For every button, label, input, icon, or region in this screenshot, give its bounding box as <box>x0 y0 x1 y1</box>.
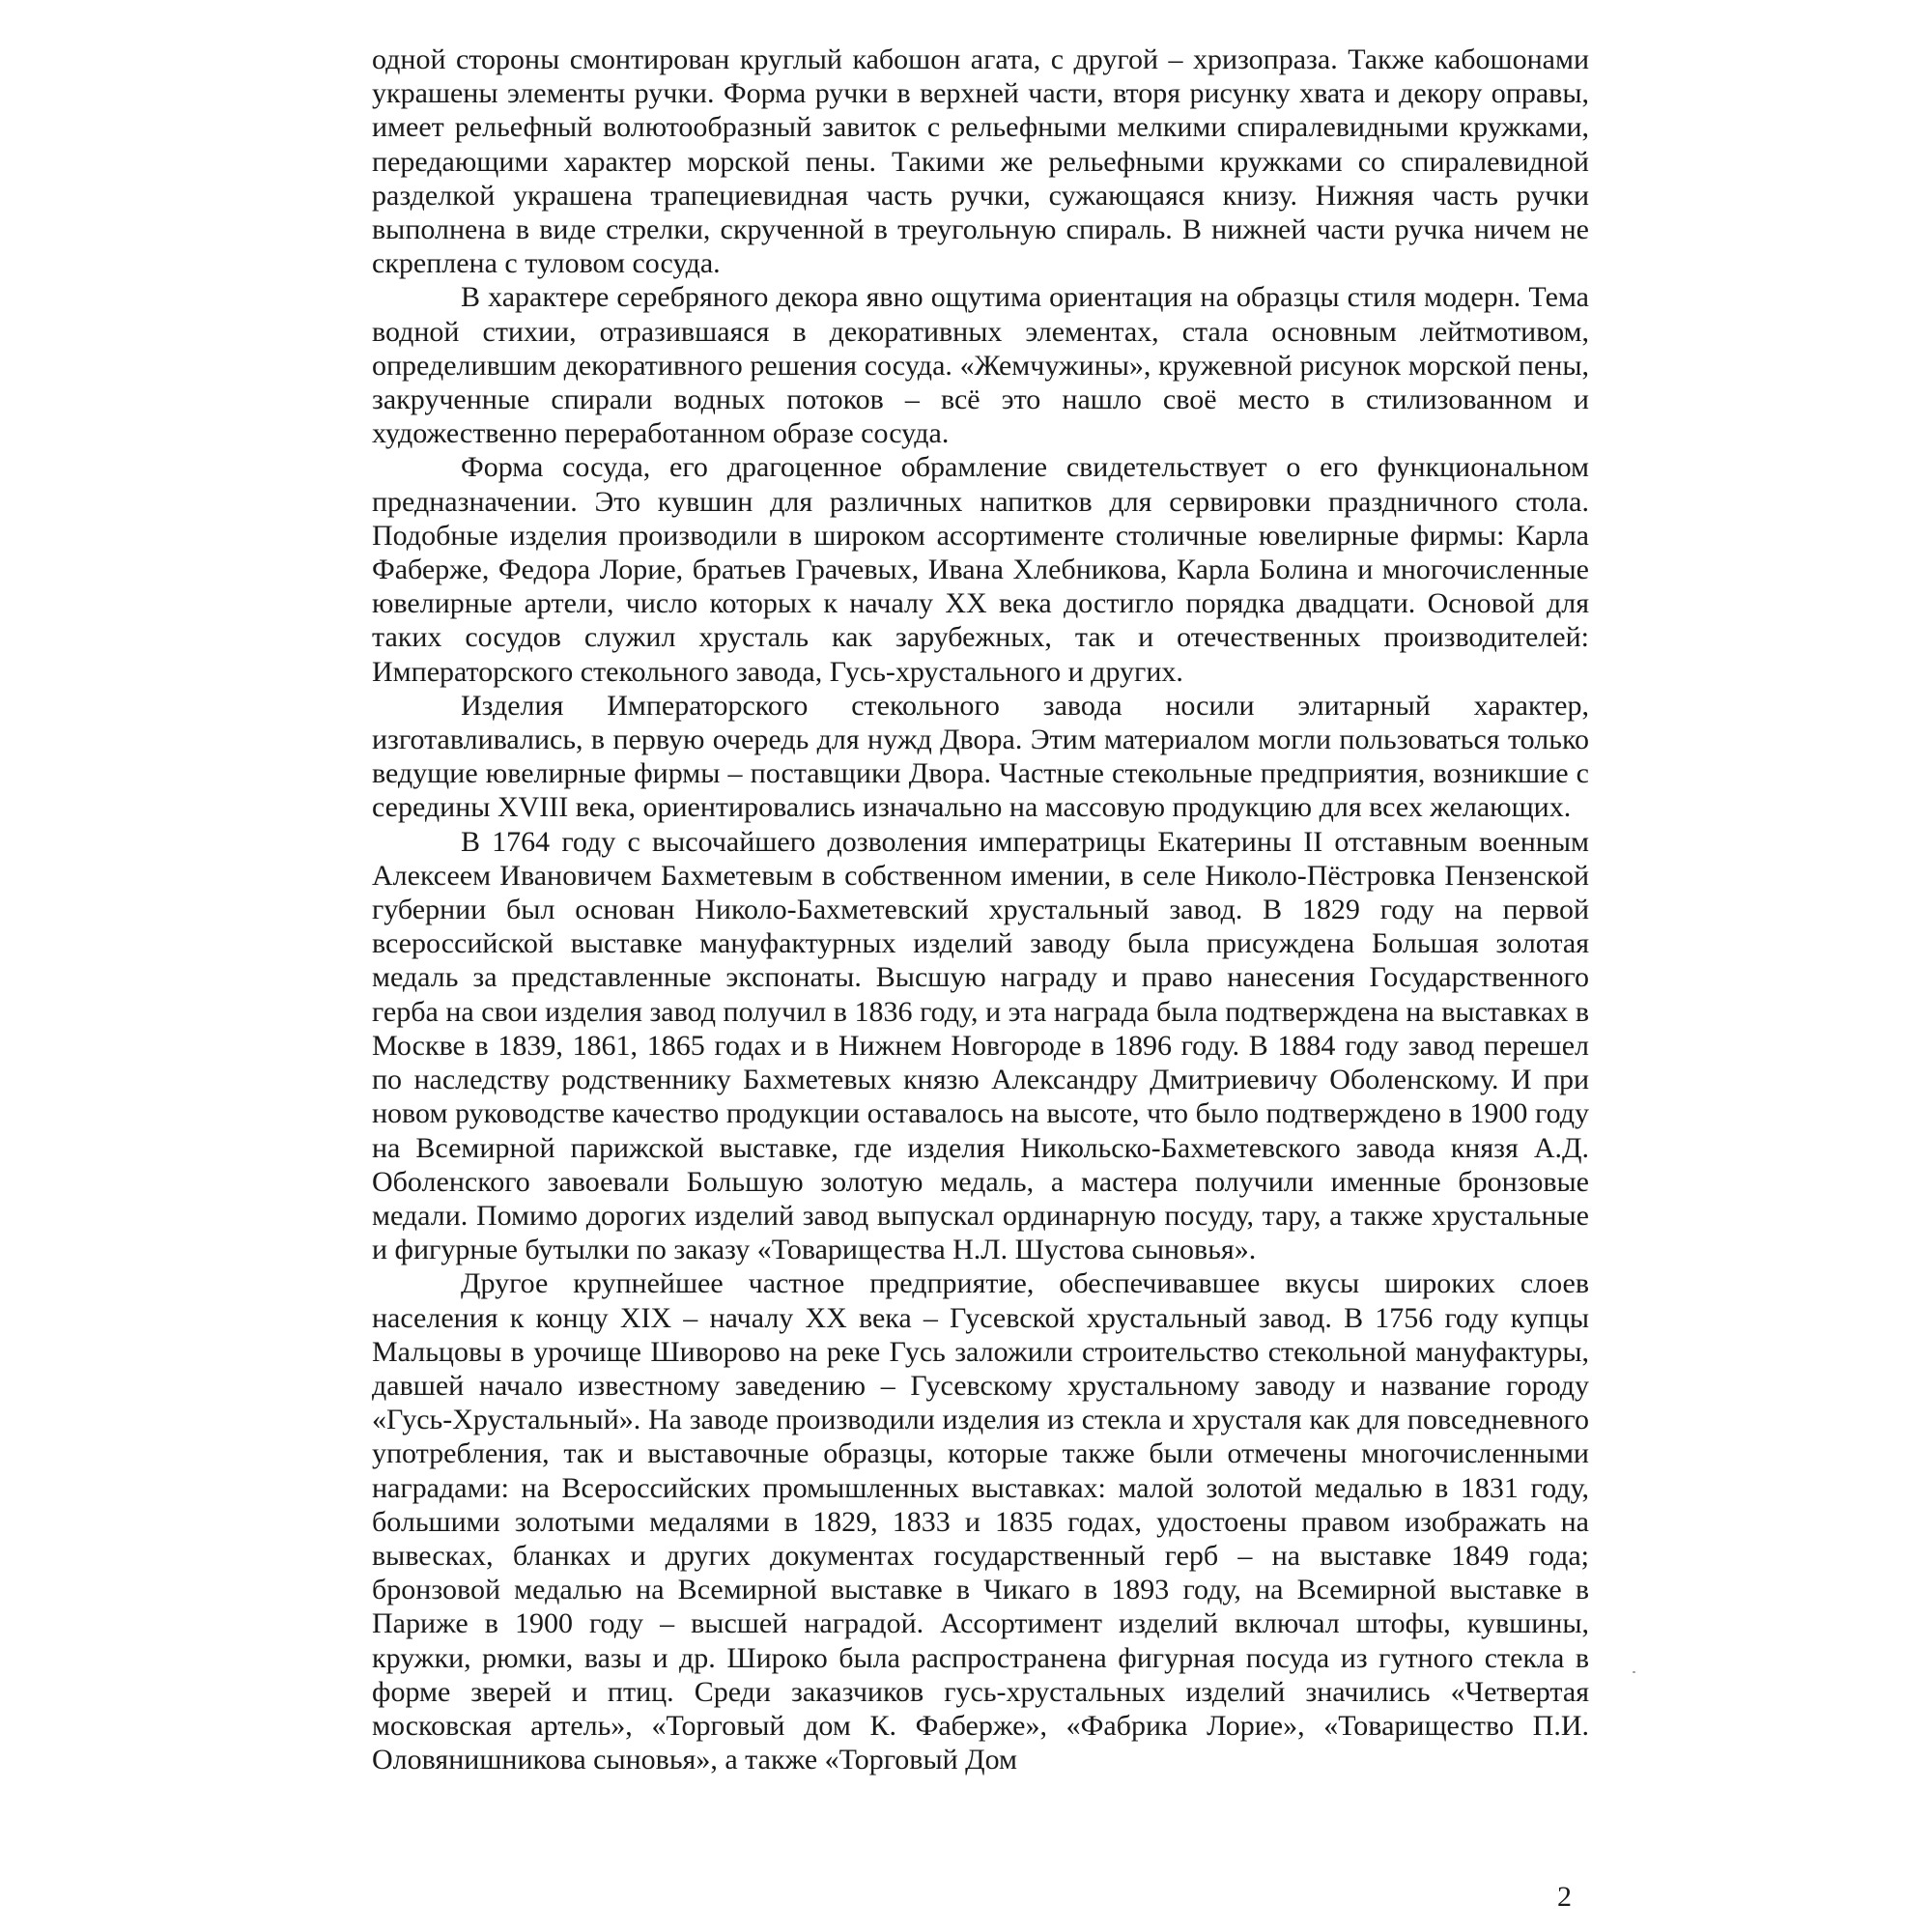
paragraph-modern-style: В характере серебряного декора явно ощутима ориентация на образцы стиля модерн. Тема водной стихии, отразившаяся в декоративных элементах, стала основным лейтмотивом, определившим декоративного решения сосуда. «Жемчужины», кружевной рисунок морской пены, закрученные спирали водных потоков – всё это нашло своё место в стилизованном и художественно переработанном образе сосуда. <box>372 281 1589 450</box>
paragraph-gus-crystal-factory: Другое крупнейшее частное предприятие, обеспечивавшее вкусы широких слоев населения к концу XIX – началу XX века – Гусевской хрустальный завод. В 1756 году купцы Мальцовы в урочище Шиворово на реке Гусь заложили строительство стекольной мануфактуры, давшей начало известному заведению – Гусевскому хрустальному заводу и название городу «Гусь-Хрустальный». На заводе производили изделия из стекла и хрусталя как для повседневного употребления, так и выставочные образцы, которые также были отмечены многочисленными наградами: на Всероссийских промышленных выставках: малой золотой медалью в 1831 году, большими золотыми медалями в 1829, 1833 и 1835 годах, удостоены правом изображать на вывесках, бланках и других документах государственный герб – на выставке 1849 года; бронзовой медалью на Всемирной выставке в Чикаго в 1893 году, на Всемирной выставке в Париже в 1900 году – высшей наградой. Ассортимент изделий включал штофы, кувшины, кружки, рюмки, вазы и др. Широко была распространена фигурная посуда из гутного стекла в форме зверей и птиц. Среди заказчиков гусь-хрустальных изделий значились «Четвертая московская артель», «Торговый дом К. Фаберже», «Фабрика Лорие», «Товарищество П.И. Оловянишникова сыновья», а также «Торговый Дом <box>372 1267 1589 1776</box>
paragraph-bakhmetev-factory: В 1764 году с высочайшего дозволения императрицы Екатерины II отставным военным Алексеем Ивановичем Бахметевым в собственном имении, в селе Николо-Пёстровка Пензенской губернии был основан Николо-Бахметевский хрустальный завод. В 1829 году на первой всероссийской выставке мануфактурных изделий заводу была присуждена Большая золотая медаль за представленные экспонаты. Высшую награду и право нанесения Государственного герба на свои изделия завод получил в 1836 году, и эта награда была подтверждена на выставках в Москве в 1839, 1861, 1865 годах и в Нижнем Новгороде в 1896 году. В 1884 году завод перешел по наследству родственнику Бахметевых князю Александру Дмитриевичу Оболенскому. И при новом руководстве качество продукции оставалось на высоте, что было подтверждено в 1900 году на Всемирной парижской выставке, где изделия Никольско-Бахметевского завода князя А.Д. Оболенского завоевали Большую золотую медаль, а мастера получили именные бронзовые медали. Помимо дорогих изделий завод выпускал ординарную посуду, тару, а также хрустальные и фигурные бутылки по заказу «Товарищества Н.Л. Шустова сыновья». <box>372 825 1589 1266</box>
paragraph-imperial-glassworks: Изделия Императорского стекольного завода носили элитарный характер, изготавливались, в первую очередь для нужд Двора. Этим материалом могли пользоваться только ведущие ювелирные фирмы – поставщики Двора. Частные стекольные предприятия, возникшие с середины XVIII века, ориентировались изначально на массовую продукцию для всех желающих. <box>372 689 1589 824</box>
page-number: 2 <box>1557 1881 1572 1913</box>
document-page <box>372 43 1589 1776</box>
paragraph-continuation: одной стороны смонтирован круглый кабошон агата, с другой – хризопраза. Также кабошонами украшены элементы ручки. Форма ручки в верхней части, вторя рисунку хвата и декору оправы, имеет рельефный волютообразный завиток с рельефными мелкими спиралевидными кружками, передающими характер морской пены. Такими же рельефными кружками со спиралевидной разделкой украшена трапециевидная часть ручки, сужающаяся книзу. Нижняя часть ручки выполнена в виде стрелки, скрученной в треугольную спираль. В нижней части ручка ничем не скреплена с туловом сосуда. <box>372 43 1589 280</box>
scan-artifact <box>1633 1671 1635 1673</box>
paragraph-vessel-function: Форма сосуда, его драгоценное обрамление свидетельствует о его функциональном предназначении. Это кувшин для различных напитков для сервировки праздничного стола. Подобные изделия производили в широком ассортименте столичные ювелирные фирмы: Карла Фаберже, Федора Лорие, братьев Грачевых, Ивана Хлебникова, Карла Болина и многочисленные ювелирные артели, число которых к началу XX века достигло порядка двадцати. Основой для таких сосудов служил хрусталь как зарубежных, так и отечественных производителей: Императорского стекольного завода, Гусь-хрустального и других. <box>372 451 1589 688</box>
